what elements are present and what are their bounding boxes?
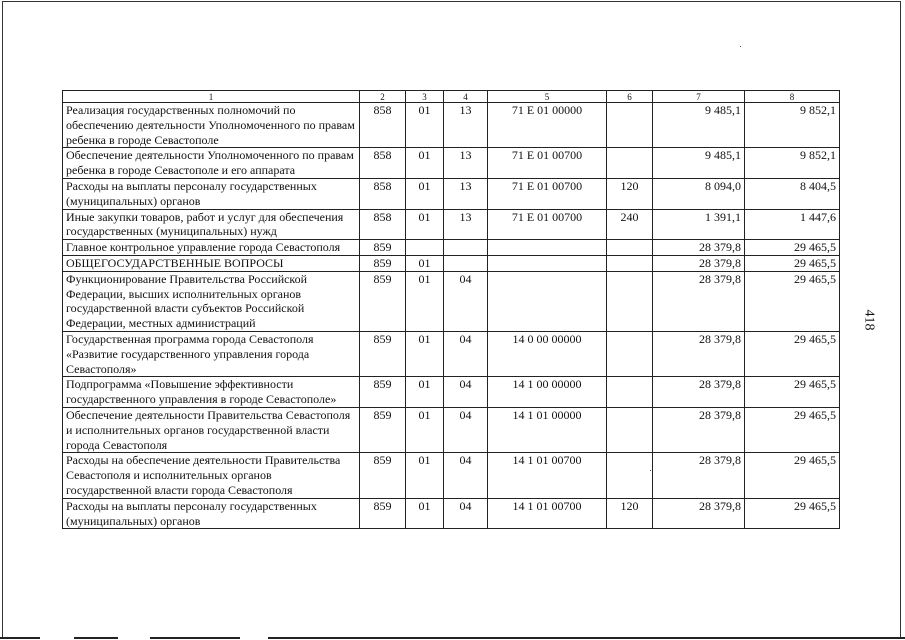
- table-row: [63, 498, 840, 529]
- expense-type-cell: [607, 407, 653, 452]
- row-name-cell: ОБЩЕГОСУДАРСТВЕННЫЕ ВОПРОСЫ: [63, 255, 360, 271]
- admin-code-cell: 859: [360, 377, 406, 408]
- table-row: [63, 103, 840, 148]
- expense-type-cell: [607, 331, 653, 376]
- row-name-cell: Государственная программа города Севастополя «Развитие государственного управления города Севастополя»: [63, 331, 360, 376]
- admin-code-cell: 859: [360, 240, 406, 256]
- expense-type-cell: 240: [607, 209, 653, 240]
- subsection-code-cell: 04: [444, 453, 488, 498]
- admin-code-cell: 858: [360, 209, 406, 240]
- column-header-5: 5: [488, 91, 607, 103]
- section-code-cell: 01: [406, 148, 444, 179]
- section-code-cell: 01: [406, 407, 444, 452]
- amount-col7-cell: 9 485,1: [653, 148, 745, 179]
- amount-col8-cell: 8 404,5: [745, 178, 840, 209]
- scan-edge-line: [0, 637, 40, 639]
- admin-code-cell: 859: [360, 407, 406, 452]
- expense-type-cell: [607, 255, 653, 271]
- scan-edge-line: [150, 637, 240, 639]
- table-row: [63, 148, 840, 179]
- expense-type-cell: [607, 148, 653, 179]
- table-body: [63, 103, 840, 529]
- table-header-row: [63, 91, 840, 103]
- amount-col7-cell: 28 379,8: [653, 407, 745, 452]
- amount-col8-cell: 29 465,5: [745, 377, 840, 408]
- row-name-cell: Расходы на выплаты персоналу государственных (муниципальных) органов: [63, 498, 360, 529]
- expense-type-cell: [607, 271, 653, 331]
- target-article-cell: 14 1 00 00000: [488, 377, 607, 408]
- column-header-3: 3: [406, 91, 444, 103]
- expense-type-cell: [607, 103, 653, 148]
- target-article-cell: 71 Е 01 00000: [488, 103, 607, 148]
- expense-type-cell: [607, 453, 653, 498]
- admin-code-cell: 859: [360, 271, 406, 331]
- row-name-cell: Иные закупки товаров, работ и услуг для обеспечения государственных (муниципальных) нужд: [63, 209, 360, 240]
- target-article-cell: [488, 240, 607, 256]
- section-code-cell: 01: [406, 453, 444, 498]
- expense-type-cell: [607, 240, 653, 256]
- target-article-cell: 71 Е 01 00700: [488, 178, 607, 209]
- column-header-7: 7: [653, 91, 745, 103]
- table-row: [63, 331, 840, 376]
- scan-edge-line: [268, 637, 905, 639]
- admin-code-cell: 858: [360, 148, 406, 179]
- row-name-cell: Главное контрольное управление города Севастополя: [63, 240, 360, 256]
- subsection-code-cell: 13: [444, 209, 488, 240]
- amount-col8-cell: 1 447,6: [745, 209, 840, 240]
- table-row: [63, 240, 840, 256]
- table-row: [63, 178, 840, 209]
- amount-col7-cell: 28 379,8: [653, 377, 745, 408]
- admin-code-cell: 859: [360, 453, 406, 498]
- row-name-cell: Обеспечение деятельности Уполномоченного по правам ребенка в городе Севастополе и его аппарата: [63, 148, 360, 179]
- amount-col8-cell: 29 465,5: [745, 240, 840, 256]
- subsection-code-cell: [444, 255, 488, 271]
- subsection-code-cell: 13: [444, 103, 488, 148]
- expense-type-cell: 120: [607, 178, 653, 209]
- target-article-cell: 71 Е 01 00700: [488, 209, 607, 240]
- subsection-code-cell: 04: [444, 271, 488, 331]
- amount-col7-cell: 1 391,1: [653, 209, 745, 240]
- row-name-cell: Обеспечение деятельности Правительства Севастополя и исполнительных органов государственной власти города Севастополя: [63, 407, 360, 452]
- amount-col8-cell: 9 852,1: [745, 148, 840, 179]
- table-row: [63, 255, 840, 271]
- expense-type-cell: 120: [607, 498, 653, 529]
- column-header-2: 2: [360, 91, 406, 103]
- row-name-cell: Подпрограмма «Повышение эффективности государственного управления в городе Севастополе»: [63, 377, 360, 408]
- row-name-cell: Расходы на обеспечение деятельности Правительства Севастополя и исполнительных органов государственной власти города Севастополя: [63, 453, 360, 498]
- subsection-code-cell: [444, 240, 488, 256]
- scan-speck: [740, 46, 741, 47]
- section-code-cell: 01: [406, 377, 444, 408]
- amount-col8-cell: 29 465,5: [745, 498, 840, 529]
- amount-col8-cell: 29 465,5: [745, 331, 840, 376]
- amount-col7-cell: 28 379,8: [653, 255, 745, 271]
- amount-col7-cell: 8 094,0: [653, 178, 745, 209]
- amount-col7-cell: 28 379,8: [653, 498, 745, 529]
- section-code-cell: 01: [406, 255, 444, 271]
- section-code-cell: 01: [406, 331, 444, 376]
- amount-col7-cell: 28 379,8: [653, 453, 745, 498]
- column-header-4: 4: [444, 91, 488, 103]
- amount-col8-cell: 29 465,5: [745, 453, 840, 498]
- row-name-cell: Реализация государственных полномочий по обеспечению деятельности Уполномоченного по правам ребенка в городе Севастополе: [63, 103, 360, 148]
- budget-table: [62, 90, 840, 529]
- section-code-cell: 01: [406, 209, 444, 240]
- section-code-cell: 01: [406, 271, 444, 331]
- column-header-8: 8: [745, 91, 840, 103]
- admin-code-cell: 859: [360, 498, 406, 529]
- admin-code-cell: 859: [360, 255, 406, 271]
- table-row: [63, 407, 840, 452]
- subsection-code-cell: 13: [444, 148, 488, 179]
- target-article-cell: 71 Е 01 00700: [488, 148, 607, 179]
- amount-col7-cell: 9 485,1: [653, 103, 745, 148]
- row-name-cell: Расходы на выплаты персоналу государственных (муниципальных) органов: [63, 178, 360, 209]
- target-article-cell: 14 1 01 00700: [488, 453, 607, 498]
- section-code-cell: [406, 240, 444, 256]
- subsection-code-cell: 04: [444, 377, 488, 408]
- scan-edge-line: [74, 637, 118, 639]
- admin-code-cell: 858: [360, 178, 406, 209]
- section-code-cell: 01: [406, 103, 444, 148]
- amount-col8-cell: 29 465,5: [745, 255, 840, 271]
- table-row: [63, 453, 840, 498]
- table-row: [63, 377, 840, 408]
- admin-code-cell: 859: [360, 331, 406, 376]
- section-code-cell: 01: [406, 178, 444, 209]
- expense-type-cell: [607, 377, 653, 408]
- column-header-6: 6: [607, 91, 653, 103]
- subsection-code-cell: 04: [444, 331, 488, 376]
- subsection-code-cell: 04: [444, 407, 488, 452]
- target-article-cell: [488, 255, 607, 271]
- column-header-1: 1: [63, 91, 360, 103]
- section-code-cell: 01: [406, 498, 444, 529]
- target-article-cell: 14 0 00 00000: [488, 331, 607, 376]
- table-row: [63, 209, 840, 240]
- subsection-code-cell: 04: [444, 498, 488, 529]
- amount-col8-cell: 29 465,5: [745, 271, 840, 331]
- target-article-cell: [488, 271, 607, 331]
- target-article-cell: 14 1 01 00000: [488, 407, 607, 452]
- amount-col8-cell: 29 465,5: [745, 407, 840, 452]
- table-row: [63, 271, 840, 331]
- page-number: 418: [861, 309, 877, 331]
- admin-code-cell: 858: [360, 103, 406, 148]
- row-name-cell: Функционирование Правительства Российской Федерации, высших исполнительных органов государственной власти субъектов Российской Федерации, местных администраций: [63, 271, 360, 331]
- target-article-cell: 14 1 01 00700: [488, 498, 607, 529]
- amount-col7-cell: 28 379,8: [653, 271, 745, 331]
- amount-col8-cell: 9 852,1: [745, 103, 840, 148]
- amount-col7-cell: 28 379,8: [653, 240, 745, 256]
- subsection-code-cell: 13: [444, 178, 488, 209]
- amount-col7-cell: 28 379,8: [653, 331, 745, 376]
